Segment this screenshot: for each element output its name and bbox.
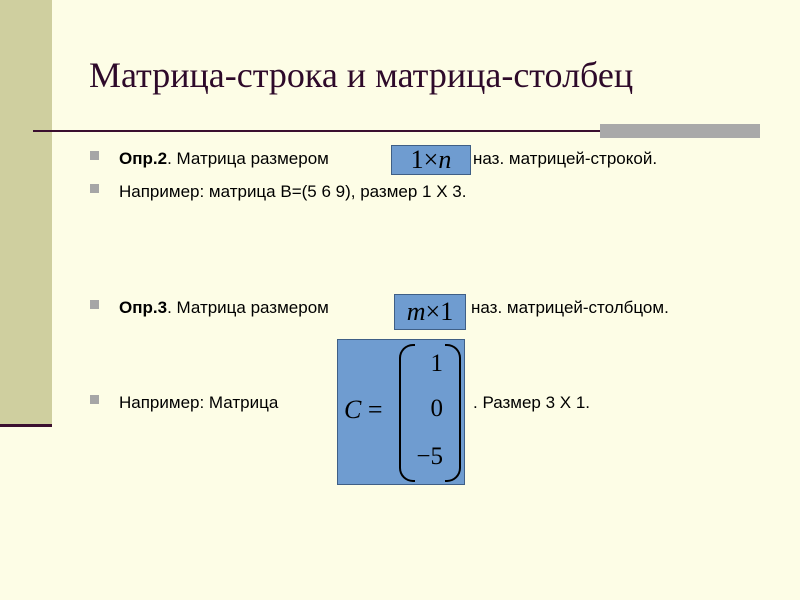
right-paren [445,344,461,482]
definition-3-tail: наз. матрицей-столбцом. [471,298,669,317]
row-size-a: 1 [410,145,424,174]
bullet-icon [90,184,99,193]
column-matrix-eq: = [367,395,383,424]
col-size-op: × [425,297,441,326]
column-matrix-formula [337,339,465,485]
example-row-line: Например: матрица В=(5 6 9), размер 1 Х 3. [119,182,467,201]
decorative-left-strip-underline [0,424,52,427]
definition-2-line [119,149,329,169]
col-size-a: m [406,297,426,326]
definition-2-text: . Матрица размером [167,149,329,168]
col-size-formula [394,294,466,330]
bullet-icon [90,395,99,404]
decorative-left-strip [0,0,52,425]
definition-2-tail: наз. матрицей-строкой. [473,149,658,168]
matrix-entry: 1 [430,350,443,377]
matrix-entry: 0 [430,395,443,422]
row-size-b: n [438,145,452,174]
row-size-formula [391,145,471,175]
title-divider-accent [600,124,760,138]
example-column-line: Например: Матрица [119,393,279,412]
matrix-entry: −5 [416,443,443,470]
column-matrix-name: C [344,395,362,424]
definition-3-text: . Матрица размером [167,298,329,317]
example-column-tail: . Размер 3 Х 1. [473,393,591,412]
definition-3-line [119,298,329,318]
slide-title: Матрица-строка и матрица-столбец [89,55,634,95]
row-size-op: × [423,145,439,174]
definition-2-label: Опр.2 [119,149,168,168]
bullet-icon [90,300,99,309]
col-size-b: 1 [440,297,454,326]
definition-3-label: Опр.3 [119,298,168,317]
column-matrix-lhs [344,395,383,425]
bullet-icon [90,151,99,160]
